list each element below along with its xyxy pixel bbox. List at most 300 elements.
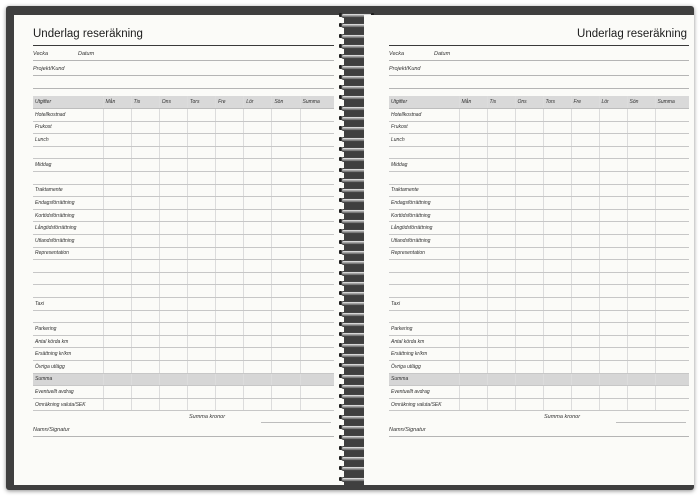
table-cell	[216, 247, 244, 260]
table-cell	[187, 134, 215, 147]
table-cell	[131, 134, 159, 147]
row-label: Omräkning valuta/SEK	[33, 398, 103, 411]
table-cell	[459, 323, 487, 336]
table-row	[389, 235, 689, 248]
table-cell	[187, 285, 215, 298]
table-cell	[627, 121, 655, 134]
table-cell	[599, 348, 627, 361]
table-cell	[543, 335, 571, 348]
total-kronor-row	[389, 411, 689, 424]
table-cell	[655, 222, 689, 235]
table-cell	[487, 184, 515, 197]
table-cell	[571, 348, 599, 361]
table-cell	[272, 272, 300, 285]
table-cell	[300, 386, 334, 399]
table-cell	[187, 159, 215, 172]
table-cell	[131, 386, 159, 399]
table-cell	[216, 323, 244, 336]
row-label: Middag	[33, 159, 103, 172]
table-cell	[627, 247, 655, 260]
table-cell	[159, 109, 187, 122]
table-cell	[543, 121, 571, 134]
table-cell	[655, 373, 689, 386]
table-cell	[131, 298, 159, 311]
table-cell	[216, 386, 244, 399]
table-cell	[187, 247, 215, 260]
table-cell	[103, 121, 131, 134]
table-cell	[187, 109, 215, 122]
table-cell	[131, 146, 159, 159]
table-cell	[543, 222, 571, 235]
table-cell	[300, 209, 334, 222]
row-label: Eventuellt avdrag	[33, 386, 103, 399]
table-cell	[487, 197, 515, 210]
table-cell	[159, 134, 187, 147]
table-cell	[187, 335, 215, 348]
table-cell	[244, 172, 272, 185]
page-title: Underlag reseräkning	[389, 25, 689, 46]
table-cell	[103, 134, 131, 147]
table-cell	[103, 197, 131, 210]
table-cell	[459, 247, 487, 260]
table-row	[389, 121, 689, 134]
table-cell	[543, 172, 571, 185]
table-cell	[131, 159, 159, 172]
table-cell	[459, 298, 487, 311]
table-cell	[159, 121, 187, 134]
table-cell	[627, 335, 655, 348]
table-cell	[571, 209, 599, 222]
table-row	[33, 298, 334, 311]
table-row	[389, 222, 689, 235]
table-cell	[571, 184, 599, 197]
table-cell	[487, 109, 515, 122]
table-cell	[487, 146, 515, 159]
table-cell	[244, 134, 272, 147]
table-row	[389, 386, 689, 399]
left-page	[14, 15, 344, 485]
week-label: Vecka	[33, 51, 49, 57]
table-cell	[627, 235, 655, 248]
table-cell	[515, 146, 543, 159]
table-cell	[515, 222, 543, 235]
table-cell	[300, 159, 334, 172]
table-cell	[216, 209, 244, 222]
table-cell	[599, 235, 627, 248]
table-row	[389, 260, 689, 273]
table-cell	[571, 272, 599, 285]
table-cell	[159, 285, 187, 298]
table-cell	[627, 298, 655, 311]
table-cell	[459, 109, 487, 122]
table-cell	[244, 323, 272, 336]
table-cell	[571, 386, 599, 399]
table-cell	[515, 272, 543, 285]
table-row	[33, 260, 334, 273]
table-cell	[159, 298, 187, 311]
row-label: Hotellkostnad	[389, 109, 459, 122]
row-label: Långtidsförrättning	[389, 222, 459, 235]
table-row	[33, 146, 334, 159]
table-row	[389, 335, 689, 348]
row-label	[33, 260, 103, 273]
table-cell	[543, 260, 571, 273]
table-cell	[187, 222, 215, 235]
table-row	[33, 172, 334, 185]
table-cell	[655, 260, 689, 273]
table-cell	[103, 235, 131, 248]
table-cell	[515, 197, 543, 210]
table-cell	[655, 335, 689, 348]
table-cell	[300, 285, 334, 298]
table-cell	[131, 222, 159, 235]
table-cell	[300, 272, 334, 285]
row-label: Utlandsförrättning	[389, 235, 459, 248]
table-cell	[300, 323, 334, 336]
table-cell	[131, 260, 159, 273]
table-cell	[216, 121, 244, 134]
table-cell	[459, 222, 487, 235]
table-cell	[272, 298, 300, 311]
table-cell	[459, 398, 487, 411]
table-row	[33, 348, 334, 361]
table-cell	[599, 285, 627, 298]
table-cell	[599, 335, 627, 348]
table-cell	[543, 323, 571, 336]
table-row	[33, 184, 334, 197]
table-row	[33, 109, 334, 122]
table-row	[389, 360, 689, 373]
table-cell	[103, 146, 131, 159]
table-cell	[543, 247, 571, 260]
row-label	[389, 260, 459, 273]
table-cell	[131, 184, 159, 197]
table-cell	[655, 197, 689, 210]
table-cell	[655, 146, 689, 159]
column-header: Mån	[103, 96, 131, 109]
table-cell	[216, 398, 244, 411]
table-cell	[244, 121, 272, 134]
table-cell	[159, 386, 187, 399]
row-label: Utlandsförrättning	[33, 235, 103, 248]
row-label: Parkering	[33, 323, 103, 336]
table-cell	[103, 298, 131, 311]
row-label: Korttidsförrättning	[389, 209, 459, 222]
table-cell	[187, 121, 215, 134]
table-row	[389, 398, 689, 411]
table-cell	[300, 247, 334, 260]
table-cell	[459, 159, 487, 172]
table-cell	[655, 172, 689, 185]
row-label: Summa	[33, 373, 103, 386]
table-cell	[103, 159, 131, 172]
table-cell	[103, 209, 131, 222]
table-cell	[216, 272, 244, 285]
row-label: Taxi	[389, 298, 459, 311]
table-cell	[627, 348, 655, 361]
table-cell	[515, 209, 543, 222]
table-cell	[244, 109, 272, 122]
table-cell	[187, 360, 215, 373]
table-cell	[216, 222, 244, 235]
column-header: Ons	[515, 96, 543, 109]
row-label: Frukost	[33, 121, 103, 134]
table-cell	[459, 209, 487, 222]
row-label	[33, 146, 103, 159]
table-cell	[599, 247, 627, 260]
table-cell	[244, 285, 272, 298]
signature-line	[33, 424, 334, 437]
table-cell	[244, 272, 272, 285]
table-cell	[627, 146, 655, 159]
table-cell	[131, 235, 159, 248]
table-cell	[627, 360, 655, 373]
row-label: Endagsförrättning	[33, 197, 103, 210]
table-row	[389, 272, 689, 285]
table-cell	[244, 298, 272, 311]
table-cell	[300, 184, 334, 197]
table-cell	[272, 310, 300, 323]
table-cell	[571, 121, 599, 134]
table-cell	[487, 335, 515, 348]
row-label	[33, 310, 103, 323]
table-cell	[187, 310, 215, 323]
table-cell	[655, 159, 689, 172]
table-cell	[515, 172, 543, 185]
table-cell	[187, 260, 215, 273]
row-label: Endagsförrättning	[389, 197, 459, 210]
project-label: Projekt/Kund	[389, 66, 421, 72]
blank-line	[389, 76, 689, 89]
table-cell	[300, 360, 334, 373]
table-cell	[272, 360, 300, 373]
table-cell	[487, 373, 515, 386]
table-cell	[272, 398, 300, 411]
table-row	[389, 373, 689, 386]
table-cell	[571, 146, 599, 159]
column-header: Summa	[300, 96, 334, 109]
table-row	[33, 159, 334, 172]
column-header: Sön	[272, 96, 300, 109]
table-cell	[103, 335, 131, 348]
table-cell	[627, 310, 655, 323]
table-cell	[487, 386, 515, 399]
row-label	[389, 172, 459, 185]
table-cell	[159, 272, 187, 285]
column-header: Tors	[187, 96, 215, 109]
table-cell	[244, 247, 272, 260]
table-cell	[487, 348, 515, 361]
table-cell	[131, 272, 159, 285]
table-cell	[627, 386, 655, 399]
row-label	[33, 285, 103, 298]
table-cell	[159, 222, 187, 235]
table-cell	[244, 197, 272, 210]
table-header-row	[33, 96, 334, 109]
table-cell	[599, 134, 627, 147]
table-row	[389, 197, 689, 210]
table-cell	[244, 360, 272, 373]
table-row	[33, 323, 334, 336]
table-cell	[187, 197, 215, 210]
project-line	[389, 62, 689, 76]
table-cell	[487, 360, 515, 373]
table-cell	[571, 235, 599, 248]
table-cell	[459, 386, 487, 399]
table-cell	[300, 298, 334, 311]
row-label: Taxi	[33, 298, 103, 311]
table-cell	[300, 398, 334, 411]
table-cell	[216, 109, 244, 122]
table-cell	[131, 197, 159, 210]
table-cell	[159, 360, 187, 373]
table-cell	[272, 222, 300, 235]
table-row	[389, 247, 689, 260]
table-cell	[272, 172, 300, 185]
table-cell	[159, 184, 187, 197]
table-cell	[244, 159, 272, 172]
table-cell	[655, 360, 689, 373]
table-cell	[272, 348, 300, 361]
table-cell	[515, 360, 543, 373]
table-cell	[543, 159, 571, 172]
table-cell	[187, 146, 215, 159]
table-cell	[103, 272, 131, 285]
row-label: Traktamente	[33, 184, 103, 197]
table-cell	[487, 121, 515, 134]
table-cell	[300, 222, 334, 235]
table-cell	[627, 172, 655, 185]
column-header: Mån	[459, 96, 487, 109]
table-cell	[103, 398, 131, 411]
table-cell	[459, 134, 487, 147]
table-cell	[515, 373, 543, 386]
table-cell	[487, 298, 515, 311]
row-label	[33, 172, 103, 185]
row-label: Parkering	[389, 323, 459, 336]
table-cell	[571, 335, 599, 348]
column-header: Lör	[599, 96, 627, 109]
table-cell	[103, 360, 131, 373]
table-cell	[216, 197, 244, 210]
table-cell	[515, 298, 543, 311]
table-cell	[244, 146, 272, 159]
table-cell	[599, 109, 627, 122]
table-cell	[131, 121, 159, 134]
table-cell	[655, 134, 689, 147]
table-cell	[187, 386, 215, 399]
table-cell	[159, 260, 187, 273]
table-cell	[655, 184, 689, 197]
table-cell	[272, 159, 300, 172]
row-label: Korttidsförrättning	[33, 209, 103, 222]
column-header: Tors	[543, 96, 571, 109]
table-cell	[655, 298, 689, 311]
table-cell	[599, 323, 627, 336]
table-cell	[103, 285, 131, 298]
table-row	[33, 197, 334, 210]
table-cell	[599, 159, 627, 172]
week-label: Vecka	[389, 51, 405, 57]
table-cell	[187, 184, 215, 197]
table-cell	[487, 310, 515, 323]
week-date-line	[33, 47, 334, 61]
table-cell	[103, 109, 131, 122]
signature-line	[389, 424, 689, 437]
table-cell	[515, 323, 543, 336]
table-cell	[543, 134, 571, 147]
table-cell	[103, 310, 131, 323]
table-cell	[599, 360, 627, 373]
table-row	[33, 398, 334, 411]
table-cell	[131, 398, 159, 411]
table-cell	[159, 247, 187, 260]
total-kronor-label: Summa kronor	[189, 414, 226, 421]
table-cell	[272, 335, 300, 348]
table-cell	[599, 386, 627, 399]
table-cell	[543, 146, 571, 159]
row-label: Hotellkostnad	[33, 109, 103, 122]
table-cell	[159, 398, 187, 411]
table-cell	[543, 184, 571, 197]
table-cell	[216, 310, 244, 323]
table-cell	[599, 310, 627, 323]
table-cell	[272, 209, 300, 222]
table-cell	[515, 285, 543, 298]
table-cell	[272, 109, 300, 122]
table-row	[389, 146, 689, 159]
table-cell	[627, 398, 655, 411]
table-row	[33, 272, 334, 285]
table-cell	[244, 348, 272, 361]
table-cell	[487, 235, 515, 248]
table-cell	[103, 348, 131, 361]
row-label: Middag	[389, 159, 459, 172]
row-label	[389, 146, 459, 159]
table-row	[33, 134, 334, 147]
table-cell	[131, 360, 159, 373]
table-cell	[655, 310, 689, 323]
expense-table-left	[33, 96, 334, 411]
table-cell	[515, 235, 543, 248]
table-cell	[187, 398, 215, 411]
table-cell	[216, 335, 244, 348]
table-cell	[216, 146, 244, 159]
total-kronor-label: Summa kronor	[544, 414, 581, 421]
table-cell	[131, 310, 159, 323]
table-cell	[515, 109, 543, 122]
signature-label: Namn/Signatur	[33, 427, 70, 434]
table-cell	[216, 134, 244, 147]
table-cell	[655, 398, 689, 411]
table-cell	[272, 197, 300, 210]
table-cell	[272, 121, 300, 134]
table-cell	[487, 159, 515, 172]
table-cell	[216, 360, 244, 373]
table-cell	[187, 209, 215, 222]
column-header: Tis	[131, 96, 159, 109]
row-label: Omräkning valuta/SEK	[389, 398, 459, 411]
table-cell	[216, 373, 244, 386]
project-line	[33, 62, 334, 76]
table-row	[389, 184, 689, 197]
table-cell	[159, 335, 187, 348]
table-row	[33, 335, 334, 348]
page-title: Underlag reseräkning	[33, 25, 334, 46]
table-cell	[272, 247, 300, 260]
table-cell	[487, 209, 515, 222]
table-cell	[571, 285, 599, 298]
